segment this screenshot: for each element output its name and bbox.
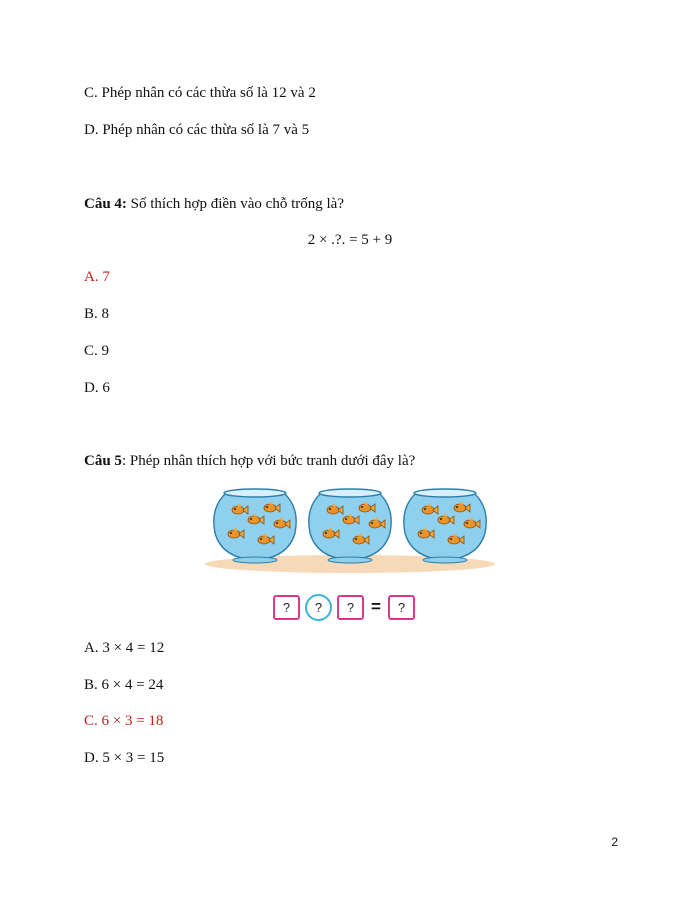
prev-option-c: C. Phép nhân có các thừa số là 12 và 2 [84, 85, 316, 101]
question-4-label: Câu 4: [84, 196, 127, 212]
equals-sign: = [371, 597, 381, 616]
question-5 [84, 452, 415, 470]
blank-box-2: ? [337, 595, 364, 620]
blank-box-3: ? [388, 595, 415, 620]
answer-boxes [273, 593, 415, 621]
fishbowls-illustration [205, 486, 495, 576]
question-4-text: Số thích hợp điền vào chỗ trống là? [126, 196, 344, 212]
q4-option-c: C. 9 [84, 343, 110, 359]
question-4-equation: 2 × .?. = 5 + 9 [307, 232, 393, 248]
q5-option-b: B. 6 × 4 = 24 [84, 677, 164, 693]
question-5-text: : Phép nhân thích hợp với bức tranh dưới đây là? [121, 453, 416, 469]
fishbowl-2 [309, 489, 391, 563]
q4-option-d: D. 6 [84, 380, 110, 396]
q5-option-c: C. 6 × 3 = 18 [84, 713, 164, 729]
question-4 [84, 195, 344, 213]
q5-option-a: A. 3 × 4 = 12 [84, 640, 165, 656]
question-5-label: Câu 5 [84, 453, 122, 469]
blank-circle-operator: ? [305, 594, 332, 621]
q5-option-d: D. 5 × 3 = 15 [84, 750, 165, 766]
q4-option-a: A. 7 [84, 269, 110, 285]
page-number: 2 [611, 835, 618, 849]
fishbowl-1 [214, 489, 296, 563]
blank-box-1: ? [273, 595, 300, 620]
fishbowl-3 [404, 489, 486, 563]
q4-option-b: B. 8 [84, 306, 110, 322]
prev-option-d: D. Phép nhân có các thừa số là 7 và 5 [84, 122, 310, 138]
